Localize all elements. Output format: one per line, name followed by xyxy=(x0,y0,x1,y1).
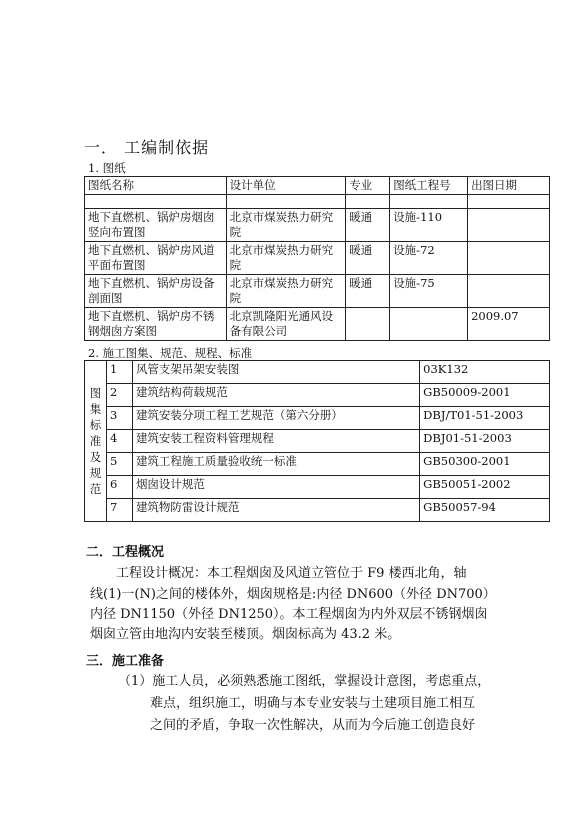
cell: 暖通 xyxy=(346,275,390,308)
cell: 地下直燃机、锅炉房风道平面布置图 xyxy=(85,242,227,275)
cell xyxy=(390,308,468,341)
table-row xyxy=(85,242,550,275)
cell: 北京市煤炭热力研究院 xyxy=(226,275,346,308)
cell: 建筑物防雷设计规范 xyxy=(132,499,419,522)
cell: 设施-110 xyxy=(390,209,468,242)
cell: 2009.07 xyxy=(468,308,550,341)
cell: GB50051-2002 xyxy=(420,476,550,499)
cell: 建筑结构荷载规范 xyxy=(132,384,419,407)
table-row xyxy=(85,384,550,407)
cell: 地下直燃机、锅炉房烟囱竖向布置图 xyxy=(85,209,227,242)
table-row xyxy=(85,430,550,453)
prep-line: 之间的矛盾，争取一次性解决，从而为今后施工创造良好 xyxy=(150,718,476,733)
cell xyxy=(468,275,550,308)
cell: 地下直燃机、锅炉房设备剖面图 xyxy=(85,275,227,308)
header-cell: 设计单位 xyxy=(226,177,346,195)
cell: GB50300-2001 xyxy=(420,453,550,476)
drawings-table xyxy=(84,176,550,341)
section-heading: 一． 工编制依据 xyxy=(84,138,210,157)
cell: 建筑工程施工质量验收统一标准 xyxy=(132,453,419,476)
cell: GB50009-2001 xyxy=(420,384,550,407)
cell xyxy=(468,209,550,242)
cell: 2 xyxy=(106,384,132,407)
cell: 5 xyxy=(106,453,132,476)
table-row xyxy=(85,407,550,430)
cell xyxy=(346,308,390,341)
group-label xyxy=(85,361,107,522)
cell: 建筑安装工程资料管理规程 xyxy=(132,430,419,453)
prep-line: （1）施工人员，必须熟悉施工图纸，掌握设计意图，考虑重点， xyxy=(118,674,491,689)
cell xyxy=(468,242,550,275)
overview-line: 工程设计概况：本工程烟囱及风道立管位于 F9 楼西北角，轴 xyxy=(116,566,467,581)
cell: 风管支架吊架安装图 xyxy=(132,361,419,384)
overview-heading: 二．工程概况 xyxy=(86,545,165,560)
table-row xyxy=(85,275,550,308)
drawings-subtitle: 1. 图纸 xyxy=(88,161,126,175)
table-row xyxy=(85,308,550,341)
cell: 4 xyxy=(106,430,132,453)
cell: 7 xyxy=(106,499,132,522)
header-cell: 图纸工程号 xyxy=(390,177,468,195)
header-cell: 图纸名称 xyxy=(85,177,227,195)
cell: DBJ/T01-51-2003 xyxy=(420,407,550,430)
table-row xyxy=(85,209,550,242)
cell: 暖通 xyxy=(346,209,390,242)
cell: 3 xyxy=(106,407,132,430)
cell: 烟囱设计规范 xyxy=(132,476,419,499)
cell: 03K132 xyxy=(420,361,550,384)
overview-line: 线(1)一(N)之间的楼体外，烟囱规格是:内径 DN600（外径 DN700） xyxy=(90,587,496,602)
cell: DBJ01-51-2003 xyxy=(420,430,550,453)
cell: 暖通 xyxy=(346,242,390,275)
cell: 设施-75 xyxy=(390,275,468,308)
cell: 北京市煤炭热力研究院 xyxy=(226,242,346,275)
group-label-text: 图集标准及规范 xyxy=(89,386,102,496)
cell: 建筑安装分项工程工艺规范（第六分册） xyxy=(132,407,419,430)
table-row xyxy=(85,453,550,476)
header-cell: 专业 xyxy=(346,177,390,195)
cell: 1 xyxy=(106,361,132,384)
table-row xyxy=(85,499,550,522)
prep-heading: 三．施工准备 xyxy=(86,654,165,669)
standards-table xyxy=(84,360,550,522)
header-cell: 出图日期 xyxy=(468,177,550,195)
table-row xyxy=(85,476,550,499)
standards-subtitle: 2. 施工图集、规范、规程、标准 xyxy=(88,346,253,360)
cell: 地下直燃机、锅炉房不锈钢烟囱方案图 xyxy=(85,308,227,341)
cell: 设施-72 xyxy=(390,242,468,275)
overview-line: 内径 DN1150（外径 DN1250）。本工程烟囱为内外双层不锈钢烟囱 xyxy=(90,607,488,622)
table-row xyxy=(85,361,550,384)
cell: 6 xyxy=(106,476,132,499)
cell: 北京凯隆阳光通风设备有限公司 xyxy=(226,308,346,341)
cell: 北京市煤炭热力研究院 xyxy=(226,209,346,242)
overview-line: 烟囱立管由地沟内安装至楼顶。烟囱标高为 43.2 米。 xyxy=(90,627,401,642)
table-header-row xyxy=(85,177,550,195)
prep-line: 难点，组织施工，明确与本专业安装与土建项目施工相互 xyxy=(150,696,476,711)
cell: GB50057-94 xyxy=(420,499,550,522)
